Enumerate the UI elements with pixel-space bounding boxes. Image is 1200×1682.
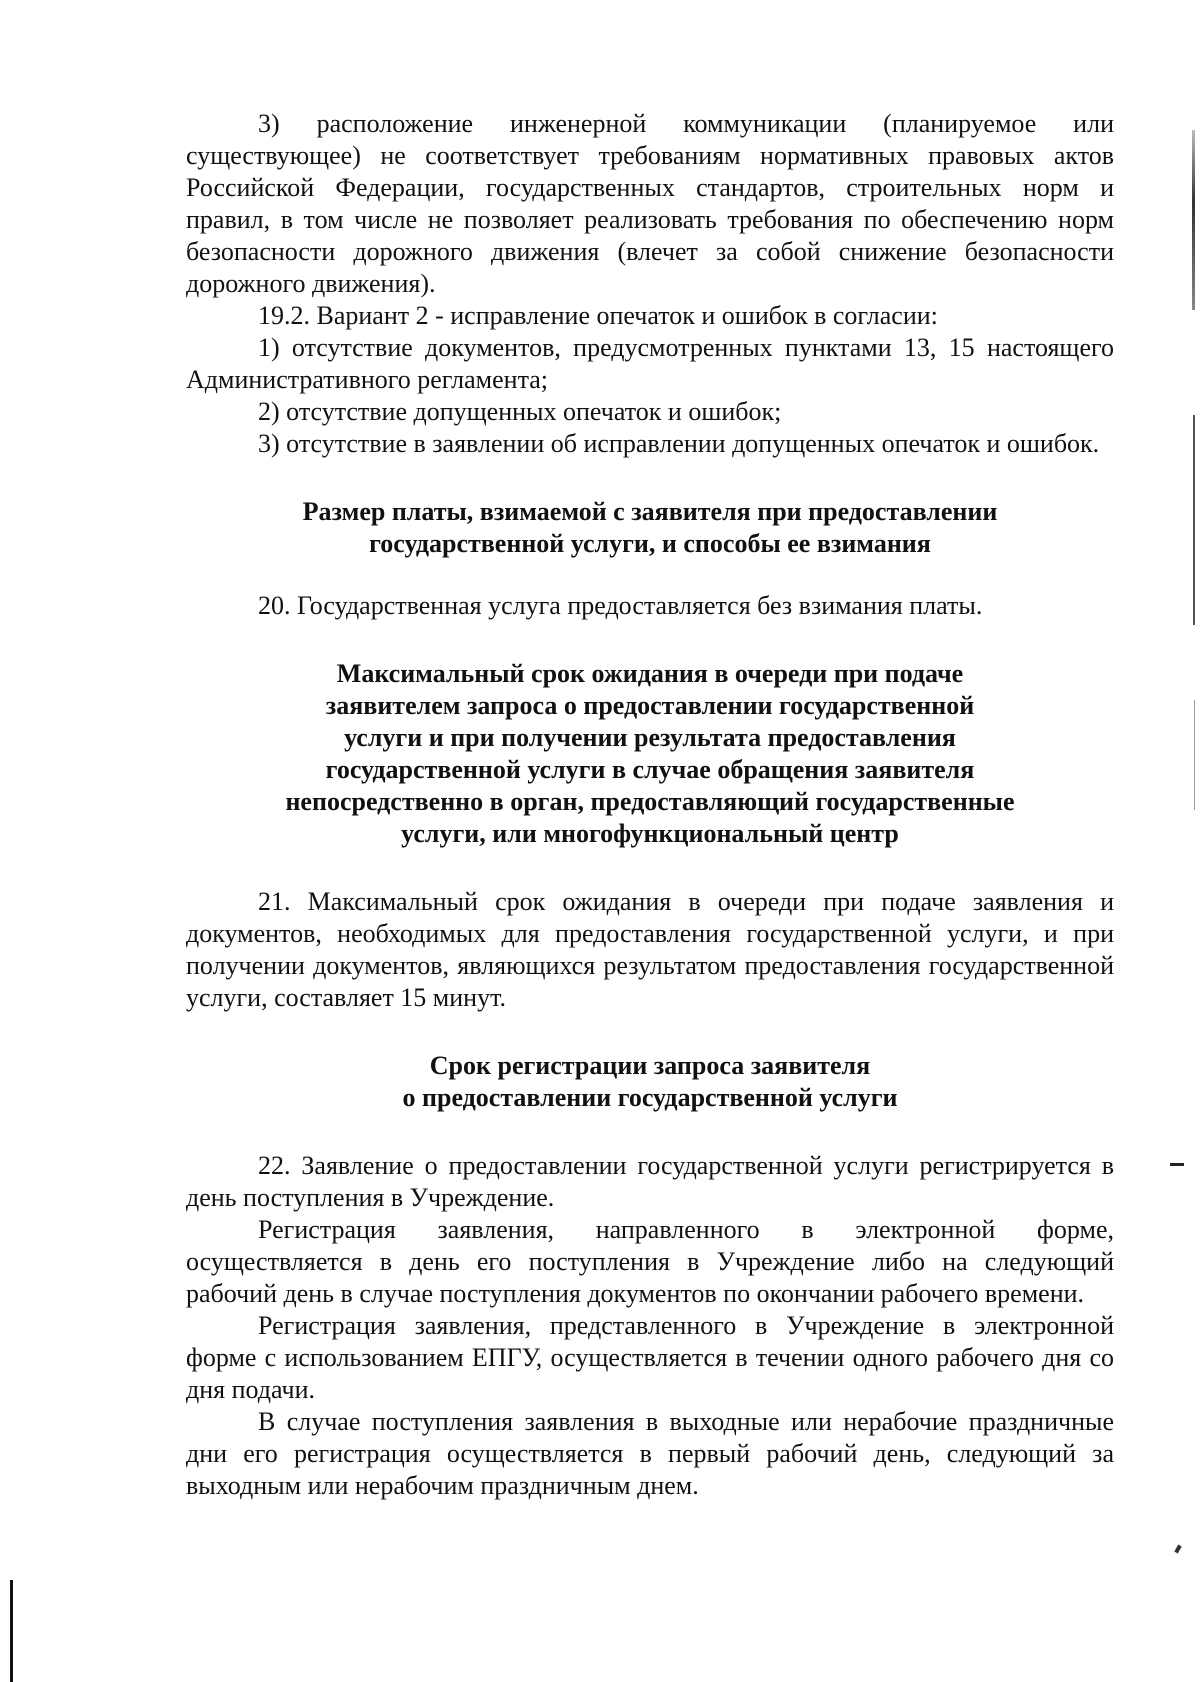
paragraph-22: 22. Заявление о предоставлении государственной услуги регистрируется в день поступления в Учреждение.: [186, 1151, 1114, 1212]
scan-artifact: [1192, 130, 1195, 310]
spacer: [186, 1114, 1114, 1150]
paragraph-variant-2: 19.2. Вариант 2 - исправление опечаток и ошибок в согласии:: [258, 301, 938, 330]
document-page: [186, 108, 1114, 1502]
paragraph-registration-epgu: Регистрация заявления, представленного в Учреждение в электронной форме с использованием ЕПГУ, осуществляется в течении одного рабочего дня со дня подачи.: [186, 1311, 1114, 1404]
paragraph-21: 21. Максимальный срок ожидания в очереди при подаче заявления и документов, необходимых для предоставления государственной услуги, и при получении документов, являющихся результатом предоставления государственной услуги, составляет 15 минут.: [186, 887, 1114, 1012]
scan-artifact: [1193, 415, 1195, 625]
paragraph-registration-electronic: Регистрация заявления, направленного в электронной форме, осуществляется в день его поступления в Учреждение либо на следующий рабочий день в случае поступления документов по окончании рабочего времени.: [186, 1215, 1114, 1308]
paragraph-item-3-location: 3) расположение инженерной коммуникации (планируемое или существующее) не соответствует требованиям нормативных правовых актов Российской Федерации, государственных стандартов, строительных норм и правил, в том числе не позволяет реализовать требования по обеспечению норм безопасности дорожного движения (влечет за собой снижение безопасности дорожного движения).: [186, 109, 1114, 298]
spacer: [186, 850, 1114, 886]
section-heading-waiting-time: [186, 658, 1114, 850]
paragraph-20: 20. Государственная услуга предоставляется без взимания платы.: [258, 591, 983, 620]
paragraph-item-3-absence-in-application: 3) отсутствие в заявлении об исправлении допущенных опечаток и ошибок.: [258, 429, 1100, 458]
heading-line: непосредственно в орган, предоставляющий государственные: [285, 787, 1015, 816]
paragraph-item-2-absence-errors: 2) отсутствие допущенных опечаток и ошибок;: [258, 397, 782, 426]
heading-line: Срок регистрации запроса заявителя: [429, 1051, 871, 1080]
paragraph-item-1-absence-documents: 1) отсутствие документов, предусмотренных пунктами 13, 15 настоящего Административного регламента;: [186, 333, 1114, 394]
section-heading-fee: [186, 496, 1114, 560]
heading-line: государственной услуги в случае обращения заявителя: [325, 755, 975, 784]
heading-line: услуги, или многофункциональный центр: [401, 819, 899, 848]
spacer: [186, 560, 1114, 590]
heading-line: заявителем запроса о предоставлении государственной: [325, 691, 975, 720]
scan-artifact: [1170, 1163, 1184, 1166]
spacer: [186, 622, 1114, 658]
heading-line: Максимальный срок ожидания в очереди при подаче: [336, 659, 964, 688]
paragraph-registration-holidays: В случае поступления заявления в выходные или нерабочие праздничные дни его регистрация осуществляется в первый рабочий день, следующий за выходным или нерабочим праздничным днем.: [186, 1407, 1114, 1500]
scan-artifact: [1194, 700, 1195, 810]
scan-artifact: [10, 1580, 13, 1682]
spacer: [186, 460, 1114, 496]
heading-line: услуги и при получении результата предоставления: [344, 723, 956, 752]
scan-artifact: [1174, 1545, 1181, 1554]
section-heading-registration: [186, 1050, 1114, 1114]
heading-line: государственной услуги, и способы ее взимания: [369, 529, 931, 558]
heading-line: о предоставлении государственной услуги: [402, 1083, 898, 1112]
heading-line: Размер платы, взимаемой с заявителя при предоставлении: [302, 497, 998, 526]
spacer: [186, 1014, 1114, 1050]
